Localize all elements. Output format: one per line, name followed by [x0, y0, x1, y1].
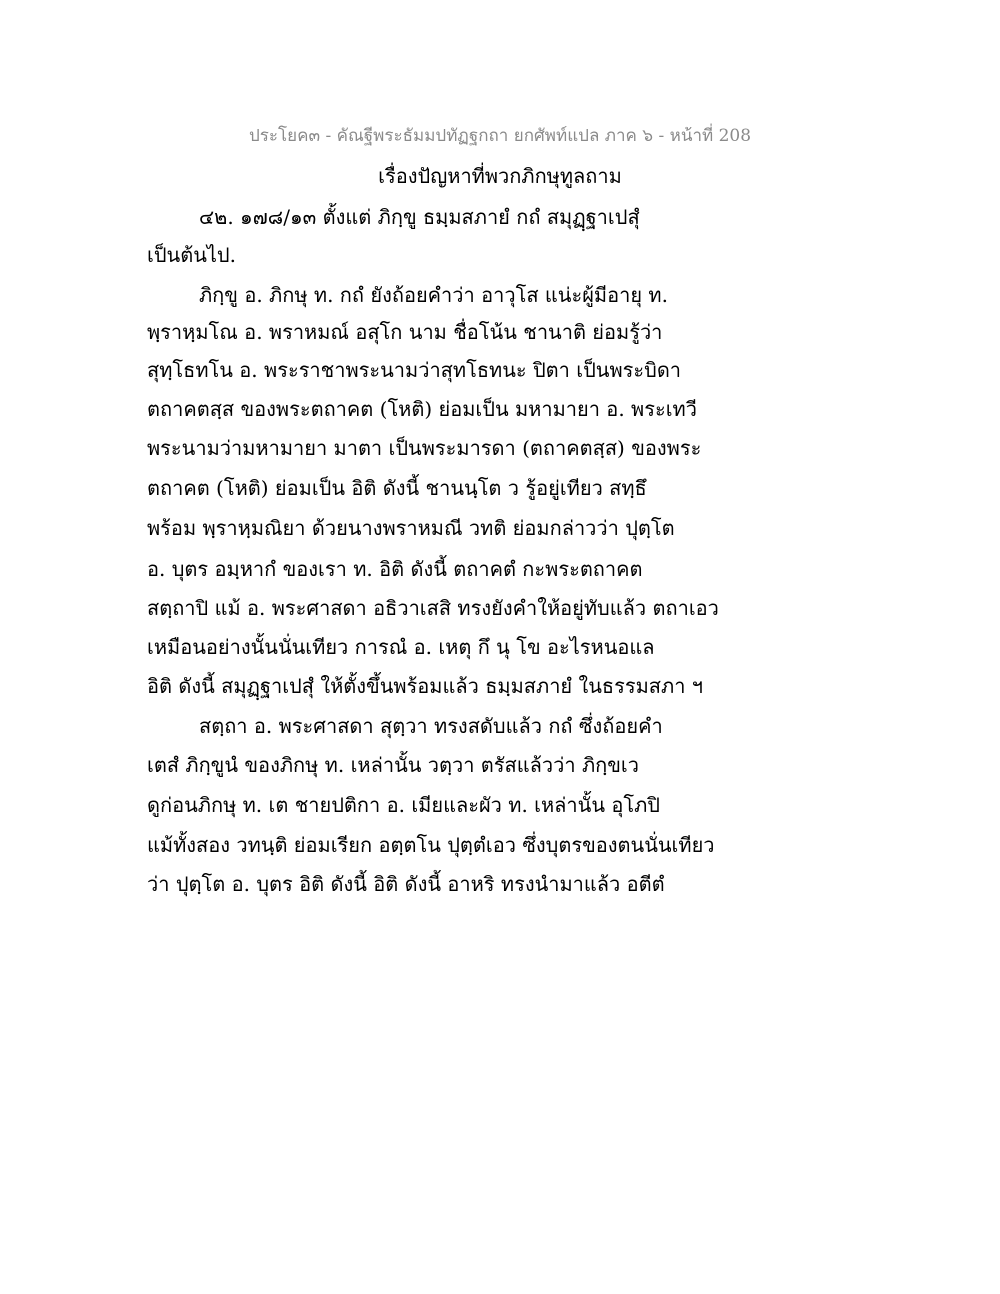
text-line: ภิกฺขู อ. ภิกษุ ท. กถํ ยังถ้อยคำว่า อาวุโส แน่ะผู้มีอายุ ท.: [199, 283, 668, 307]
text-line: อ. บุตร อมฺหากํ ของเรา ท. อิติ ดังนี้ ตถาคตํ กะพระตถาคต: [147, 557, 643, 581]
text-line: แม้ทั้งสอง วทนฺติ ย่อมเรียก อตฺตโน ปุตฺตํเอว ซึ่งบุตรของตนนั่นเทียว: [147, 833, 715, 857]
text-line: พร้อม พฺราหฺมณิยา ด้วยนางพราหมณี วทติ ย่อมกล่าวว่า ปุตฺโต: [147, 516, 675, 540]
running-header: ประโยค๓ - คัณฐีพระธัมมปทัฏฐกถา ยกศัพท์แปล ภาค ๖ - หน้าที่ 208: [248, 126, 752, 146]
text-line: ๔๒. ๑๗๘/๑๓ ตั้งแต่ ภิกฺขู ธมฺมสภายํ กถํ สมุฏฺฐาเปสุํ: [199, 205, 640, 229]
text-line: ตถาคตสฺส ของพระตถาคต (โหติ) ย่อมเป็น มหามายา อ. พระเทวี: [147, 397, 697, 421]
text-line: เหมือนอย่างนั้นนั่นเทียว การณํ อ. เหตุ กึ นุ โข อะไรหนอแล: [147, 635, 655, 659]
text-line: ว่า ปุตฺโต อ. บุตร อิติ ดังนี้ อิติ ดังนี้ อาหริ ทรงนำมาแล้ว อตีตํ: [147, 872, 665, 896]
text-line: ตถาคต (โหติ) ย่อมเป็น อิติ ดังนี้ ชานนฺโต ว รู้อยู่เทียว สทฺธึ: [147, 476, 647, 500]
text-line: เป็นต้นไป.: [147, 243, 236, 267]
text-line: เตสํ ภิกฺขูนํ ของภิกษุ ท. เหล่านั้น วตฺวา ตรัสแล้วว่า ภิกฺขเว: [147, 753, 639, 777]
text-line: สุทฺโธทโน อ. พระราชาพระนามว่าสุทโธทนะ ปิตา เป็นพระบิดา: [147, 358, 682, 382]
text-line: สตฺถา อ. พระศาสดา สุตฺวา ทรงสดับแล้ว กถํ ซึ่งถ้อยคำ: [199, 714, 663, 738]
text-line: พฺราหฺมโณ อ. พราหมณ์ อสุโก นาม ชื่อโน้น ชานาติ ย่อมรู้ว่า: [147, 320, 663, 344]
chapter-title: เรื่องปัญหาที่พวกภิกษุทูลถาม: [378, 164, 622, 188]
text-line: ดูก่อนภิกษุ ท. เต ชายปติกา อ. เมียและผัว ท. เหล่านั้น อุโภปิ: [147, 793, 660, 817]
text-line: อิติ ดังนี้ สมุฏฺฐาเปสุํ ให้ตั้งขึ้นพร้อมแล้ว ธมฺมสภายํ ในธรรมสภา ฯ: [147, 674, 704, 698]
text-line: สตฺถาปิ แม้ อ. พระศาสดา อธิวาเสสิ ทรงยังคำให้อยู่ทับแล้ว ตถาเอว: [147, 596, 719, 620]
text-line: พระนามว่ามหามายา มาตา เป็นพระมารดา (ตถาคตสฺส) ของพระ: [147, 436, 702, 460]
